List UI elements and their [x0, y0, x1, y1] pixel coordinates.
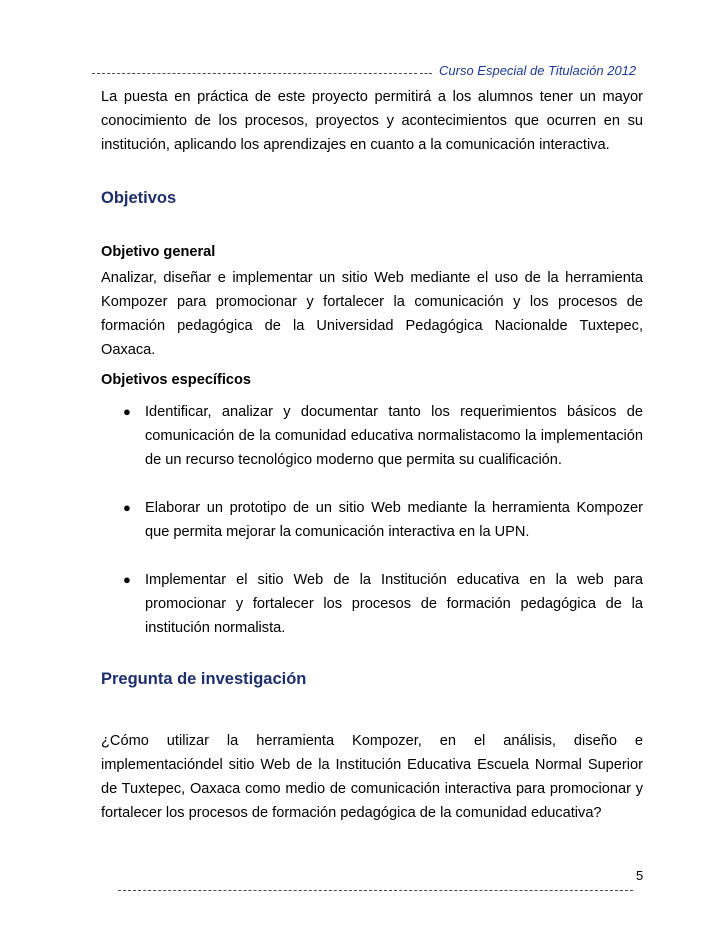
page-number: 5: [636, 868, 644, 883]
pregunta-text: ¿Cómo utilizar la herramienta Kompozer, en el análisis, diseño e implementacióndel sitio Web de la Institución Educativa Escuela Normal Superior de Tuxtepec, Oaxaca como medio de comunicación interactiva para promocionar y fortalecer los procesos de formación pedagógica de la comunidad educativa?: [101, 733, 643, 821]
header-title: Curso Especial de Titulación 2012: [439, 63, 637, 78]
bullet-icon: ●: [123, 500, 131, 515]
list-item-text: Identificar, analizar y documentar tanto los requerimientos básicos de comunicación de la comunidad educativa normalistacomo la implementación de un recurso tecnológico moderno que permita su cualificación.: [145, 404, 643, 468]
footer-rule: [118, 890, 633, 891]
objetivos-especificos-list: [101, 400, 643, 640]
objetivo-general-heading: Objetivo general: [101, 244, 216, 260]
list-item: [101, 568, 643, 640]
list-item: [101, 400, 643, 472]
objetivos-heading: Objetivos: [101, 189, 177, 207]
header-rule: [92, 73, 417, 74]
page-content: [101, 85, 643, 825]
list-item: [101, 496, 643, 544]
objetivo-general-text: Analizar, diseñar e implementar un sitio Web mediante el uso de la herramienta Kompozer para promocionar y fortalecer la comunicación y los procesos de formación pedagógica de la Universidad Pedagógica Nacionalde Tuxtepec, Oaxaca.: [101, 270, 643, 358]
list-item-text: Implementar el sitio Web de la Institución educativa en la web para promocionar y fortalecer los procesos de formación pedagógica de la institución normalista.: [145, 572, 643, 636]
header-rule-short: [420, 73, 432, 74]
objetivos-especificos-heading: Objetivos específicos: [101, 372, 252, 388]
pregunta-heading: Pregunta de investigación: [101, 670, 307, 688]
bullet-icon: ●: [123, 404, 131, 419]
list-item-text: Elaborar un prototipo de un sitio Web mediante la herramienta Kompozer que permita mejorar la comunicación interactiva en la UPN.: [145, 500, 643, 540]
intro-paragraph: La puesta en práctica de este proyecto permitirá a los alumnos tener un mayor conocimiento de los procesos, proyectos y acontecimientos que ocurren en su institución, aplicando los aprendizajes en cuanto a la comunicación interactiva.: [101, 89, 643, 153]
bullet-icon: ●: [123, 572, 131, 587]
